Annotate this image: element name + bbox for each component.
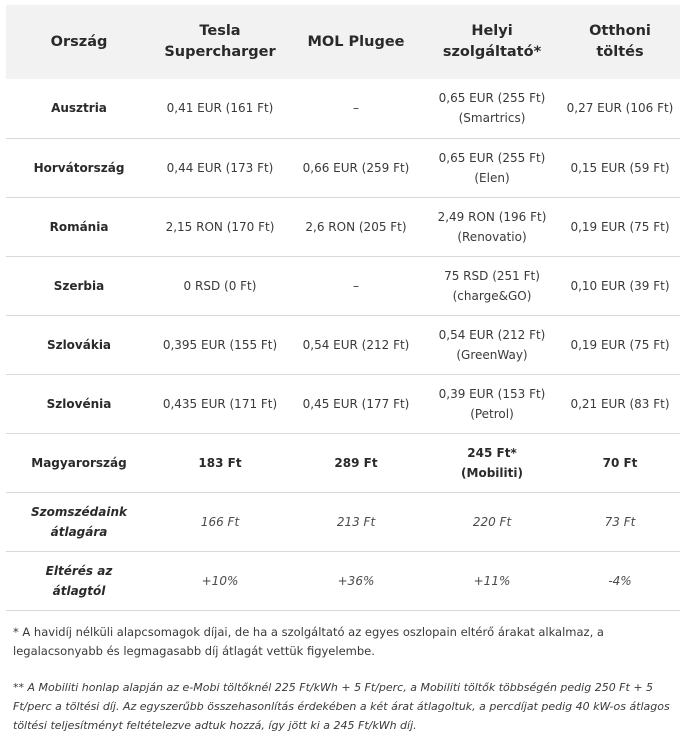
tesla-price-cell [152, 374, 288, 433]
mol-price-line: 0,66 EUR (259 Ft) [302, 160, 410, 175]
mol-price-line: 2,6 RON (205 Ft) [305, 219, 407, 234]
local-price-cell [424, 315, 560, 374]
country-cell: Szlovénia [46, 396, 112, 411]
local-price-cell [424, 197, 560, 256]
local-price-cell [424, 433, 560, 492]
mol-price-cell [288, 374, 424, 433]
header-local [424, 5, 560, 79]
country-cell: Ausztria [51, 101, 107, 116]
local-price-cell [424, 374, 560, 433]
local-price-line: 0,65 EUR (255 Ft) [438, 91, 546, 106]
local-price-line: 2,49 RON (196 Ft) [437, 209, 547, 224]
mol-price-cell [288, 256, 424, 315]
local-price-line: (Mobiliti) [461, 465, 523, 480]
home-price-line: 73 Ft [604, 514, 636, 529]
average-row [6, 492, 680, 551]
mol-price-line: 213 Ft [336, 514, 376, 529]
mol-price-line: 0,45 EUR (177 Ft) [302, 396, 410, 411]
home-price-cell [560, 315, 680, 374]
local-price-cell [424, 551, 560, 610]
mol-price-line: +36% [337, 573, 375, 588]
country-cell: Románia [49, 219, 109, 234]
tesla-price-cell [152, 315, 288, 374]
table-row [6, 256, 680, 315]
local-price-line: (GreenWay) [456, 347, 528, 362]
local-price-cell [424, 138, 560, 197]
price-comparison-table [6, 5, 680, 611]
local-price-cell [424, 256, 560, 315]
header-home-line: Otthoni töltés [589, 23, 651, 60]
header-country [6, 5, 152, 79]
local-price-line: (Elen) [474, 170, 510, 185]
local-price-cell [424, 79, 560, 138]
country-cell [6, 551, 152, 610]
local-price-cell [424, 492, 560, 551]
local-price-line: 0,54 EUR (212 Ft) [438, 327, 546, 342]
table-row [6, 197, 680, 256]
local-price-line: 245 Ft* [467, 445, 517, 460]
local-price-line: (Petrol) [470, 406, 514, 421]
mol-price-cell [288, 315, 424, 374]
mol-price-cell [288, 197, 424, 256]
home-price-line: 0,19 EUR (75 Ft) [570, 219, 670, 234]
country-cell [6, 492, 152, 551]
country-label-line: átlagtól [52, 583, 106, 598]
country-label-line: Eltérés az [45, 563, 113, 578]
country-label-line: Szomszédaink [31, 504, 127, 519]
local-price-line: (Smartrics) [458, 111, 526, 126]
country-cell: Szlovákia [46, 337, 112, 352]
table-body [6, 79, 680, 610]
country-cell: Szerbia [53, 278, 105, 293]
home-price-line: 70 Ft [602, 455, 638, 470]
mol-price-cell [288, 138, 424, 197]
header-row [6, 5, 680, 79]
difference-row [6, 551, 680, 610]
home-price-line: -4% [608, 573, 632, 588]
header-mol [288, 5, 424, 79]
tesla-price-cell [152, 433, 288, 492]
mol-price-cell [288, 551, 424, 610]
home-price-cell [560, 551, 680, 610]
country-cell: Horvátország [33, 160, 125, 175]
local-price-line: +11% [473, 573, 511, 588]
tesla-price-line: 2,15 RON (170 Ft) [165, 219, 275, 234]
table-row [6, 79, 680, 138]
mol-price-line: 0,54 EUR (212 Ft) [302, 337, 410, 352]
local-price-line: 0,65 EUR (255 Ft) [438, 150, 546, 165]
tesla-price-line: 166 Ft [200, 514, 240, 529]
tesla-price-cell [152, 138, 288, 197]
home-price-cell [560, 256, 680, 315]
hungary-row [6, 433, 680, 492]
tesla-price-line: 0,395 EUR (155 Ft) [162, 337, 278, 352]
mol-price-line: 289 Ft [334, 455, 378, 470]
mol-price-cell [288, 433, 424, 492]
mol-price-line: – [353, 278, 359, 293]
country-label-line: átlagára [50, 524, 108, 539]
header-country-line: Ország [50, 33, 108, 50]
header-home [560, 5, 680, 79]
country-cell: Magyarország [31, 455, 127, 470]
tesla-price-line: 0,435 EUR (171 Ft) [162, 396, 278, 411]
local-price-line: (Renovatio) [457, 229, 527, 244]
home-price-line: 0,21 EUR (83 Ft) [570, 396, 670, 411]
tesla-price-cell [152, 197, 288, 256]
table-header [6, 5, 680, 79]
tesla-price-line: +10% [201, 573, 239, 588]
mol-price-cell [288, 79, 424, 138]
footnote-2: ** A Mobiliti honlap alapján az e-Mobi töltőknél 225 Ft/kWh + 5 Ft/perc, a Mobiliti töltők többségén pedig 250 Ft + 5 Ft/perc a töltési díj. Az egyszerűbb összehasonlítás érdekében a két árat átlagoltuk, a percdíjat pedig 40 kW-os átlagos töltési teljesítményt feltételezve adtuk hozzá, így jött ki a 245 Ft/kWh díj. [13, 680, 670, 732]
home-price-line: 0,15 EUR (59 Ft) [570, 160, 670, 175]
tesla-price-cell [152, 79, 288, 138]
tesla-price-cell [152, 492, 288, 551]
table-row [6, 138, 680, 197]
tesla-price-cell [152, 256, 288, 315]
header-tesla [152, 5, 288, 79]
header-tesla-line: Tesla [199, 23, 241, 39]
table-row [6, 315, 680, 374]
home-price-line: 0,27 EUR (106 Ft) [566, 101, 674, 116]
home-price-line: 0,10 EUR (39 Ft) [570, 278, 670, 293]
home-price-line: 0,19 EUR (75 Ft) [570, 337, 670, 352]
header-tesla-line: Supercharger [164, 44, 276, 60]
local-price-line: 220 Ft [472, 514, 512, 529]
mol-price-line: – [353, 101, 359, 116]
home-price-cell [560, 79, 680, 138]
header-local-line: szolgáltató* [442, 44, 542, 60]
tesla-price-line: 0,44 EUR (173 Ft) [166, 160, 274, 175]
home-price-cell [560, 433, 680, 492]
tesla-price-line: 0,41 EUR (161 Ft) [166, 101, 274, 116]
mol-price-cell [288, 492, 424, 551]
footnotes [13, 623, 673, 735]
home-price-cell [560, 492, 680, 551]
local-price-line: 0,39 EUR (153 Ft) [438, 386, 546, 401]
local-price-line: 75 RSD (251 Ft) [444, 268, 540, 283]
local-price-line: (charge&GO) [452, 288, 532, 303]
footnote-1: * A havidíj nélküli alapcsomagok díjai, de ha a szolgáltató az egyes oszlopain eltérő árakat alkalmaz, a legalacsonyabb és legmagasabb díj átlagát vettük figyelembe. [13, 624, 604, 658]
tesla-price-line: 183 Ft [198, 455, 242, 470]
home-price-cell [560, 138, 680, 197]
home-price-cell [560, 374, 680, 433]
home-price-cell [560, 197, 680, 256]
header-mol-line: MOL Plugee [307, 33, 405, 50]
table-row [6, 374, 680, 433]
tesla-price-cell [152, 551, 288, 610]
header-local-line: Helyi [471, 23, 513, 39]
tesla-price-line: 0 RSD (0 Ft) [183, 278, 257, 293]
